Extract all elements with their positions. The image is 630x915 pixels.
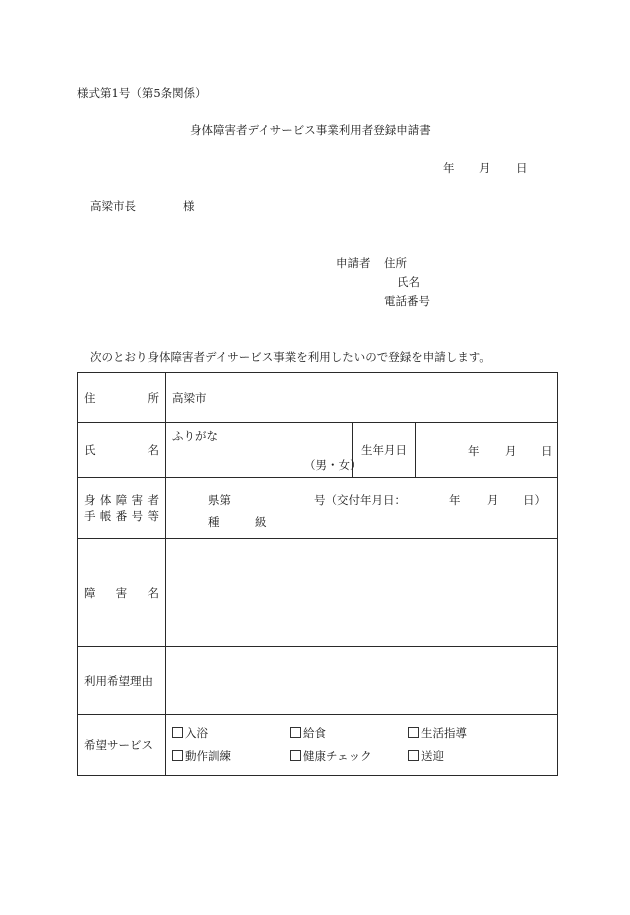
handbook-label: 身 体 障 害 者 手 帳 番 号 等: [78, 478, 166, 539]
date-day: 日: [516, 161, 528, 175]
address-label: 住 所: [78, 373, 166, 423]
applicant-label: 申請者: [336, 256, 371, 270]
row-disability: [78, 539, 558, 647]
disability-label: 障 害 名: [78, 539, 166, 647]
checkbox-icon[interactable]: [290, 727, 301, 738]
application-table: [77, 372, 558, 776]
row-handbook: [78, 478, 558, 539]
reason-field[interactable]: [166, 647, 558, 715]
disability-field[interactable]: [166, 539, 558, 647]
address-value: 高梁市: [172, 390, 207, 405]
reason-label: 利用希望理由: [78, 647, 166, 715]
applicant-name-label: 氏名: [397, 275, 420, 289]
service-option-transport[interactable]: 送迎: [408, 748, 444, 764]
birth-year: 年: [468, 444, 480, 458]
addressee-honorific: 様: [183, 199, 195, 213]
furigana-label: ふりがな: [172, 429, 218, 443]
addressee-name: 高梁市長: [90, 199, 136, 213]
issue-month: 月: [487, 493, 499, 507]
checkbox-icon[interactable]: [172, 727, 183, 738]
name-field[interactable]: [166, 423, 362, 478]
row-reason: [78, 647, 558, 715]
birth-date-label: 生年月日: [353, 423, 416, 478]
services-label: 希望サービス: [78, 715, 166, 776]
date-year: 年: [443, 161, 455, 175]
issue-day: 日）: [523, 493, 546, 507]
gender-selector[interactable]: （男・女）: [304, 458, 362, 472]
service-option-meals[interactable]: 給食: [290, 725, 326, 741]
applicant-address-label: 住所: [384, 256, 407, 270]
type-label: 種: [208, 515, 220, 529]
applicant-phone-label: 電話番号: [384, 294, 430, 308]
date-month: 月: [479, 161, 491, 175]
row-services: [78, 715, 558, 776]
checkbox-icon[interactable]: [290, 750, 301, 761]
date-line: [443, 160, 533, 176]
birth-month: 月: [505, 444, 517, 458]
checkbox-icon[interactable]: [408, 750, 419, 761]
document-title: 身体障害者デイサービス事業利用者登録申請書: [190, 123, 431, 137]
handbook-field[interactable]: [166, 478, 558, 539]
service-option-life-guidance[interactable]: 生活指導: [408, 725, 467, 741]
services-field: [166, 715, 558, 776]
service-option-health-check[interactable]: 健康チェック: [290, 748, 372, 764]
address-field[interactable]: [166, 373, 558, 423]
birth-date-field[interactable]: [416, 423, 558, 478]
issue-year: 年: [449, 493, 461, 507]
service-option-motion-training[interactable]: 動作訓練: [172, 748, 231, 764]
row-name: [78, 423, 558, 478]
issue-number-label: 号（交付年月日：: [314, 493, 406, 507]
service-option-bathing[interactable]: 入浴: [172, 725, 208, 741]
checkbox-icon[interactable]: [172, 750, 183, 761]
checkbox-icon[interactable]: [408, 727, 419, 738]
form-number: 様式第1号（第5条関係）: [77, 86, 207, 100]
birth-day: 日: [541, 444, 553, 458]
grade-label: 級: [255, 515, 267, 529]
intro-text: 次のとおり身体障害者デイサービス事業を利用したいので登録を申請します。: [90, 350, 491, 364]
prefecture-label: 県第: [208, 493, 231, 507]
name-label: 氏 名: [78, 423, 166, 478]
row-address: [78, 373, 558, 423]
